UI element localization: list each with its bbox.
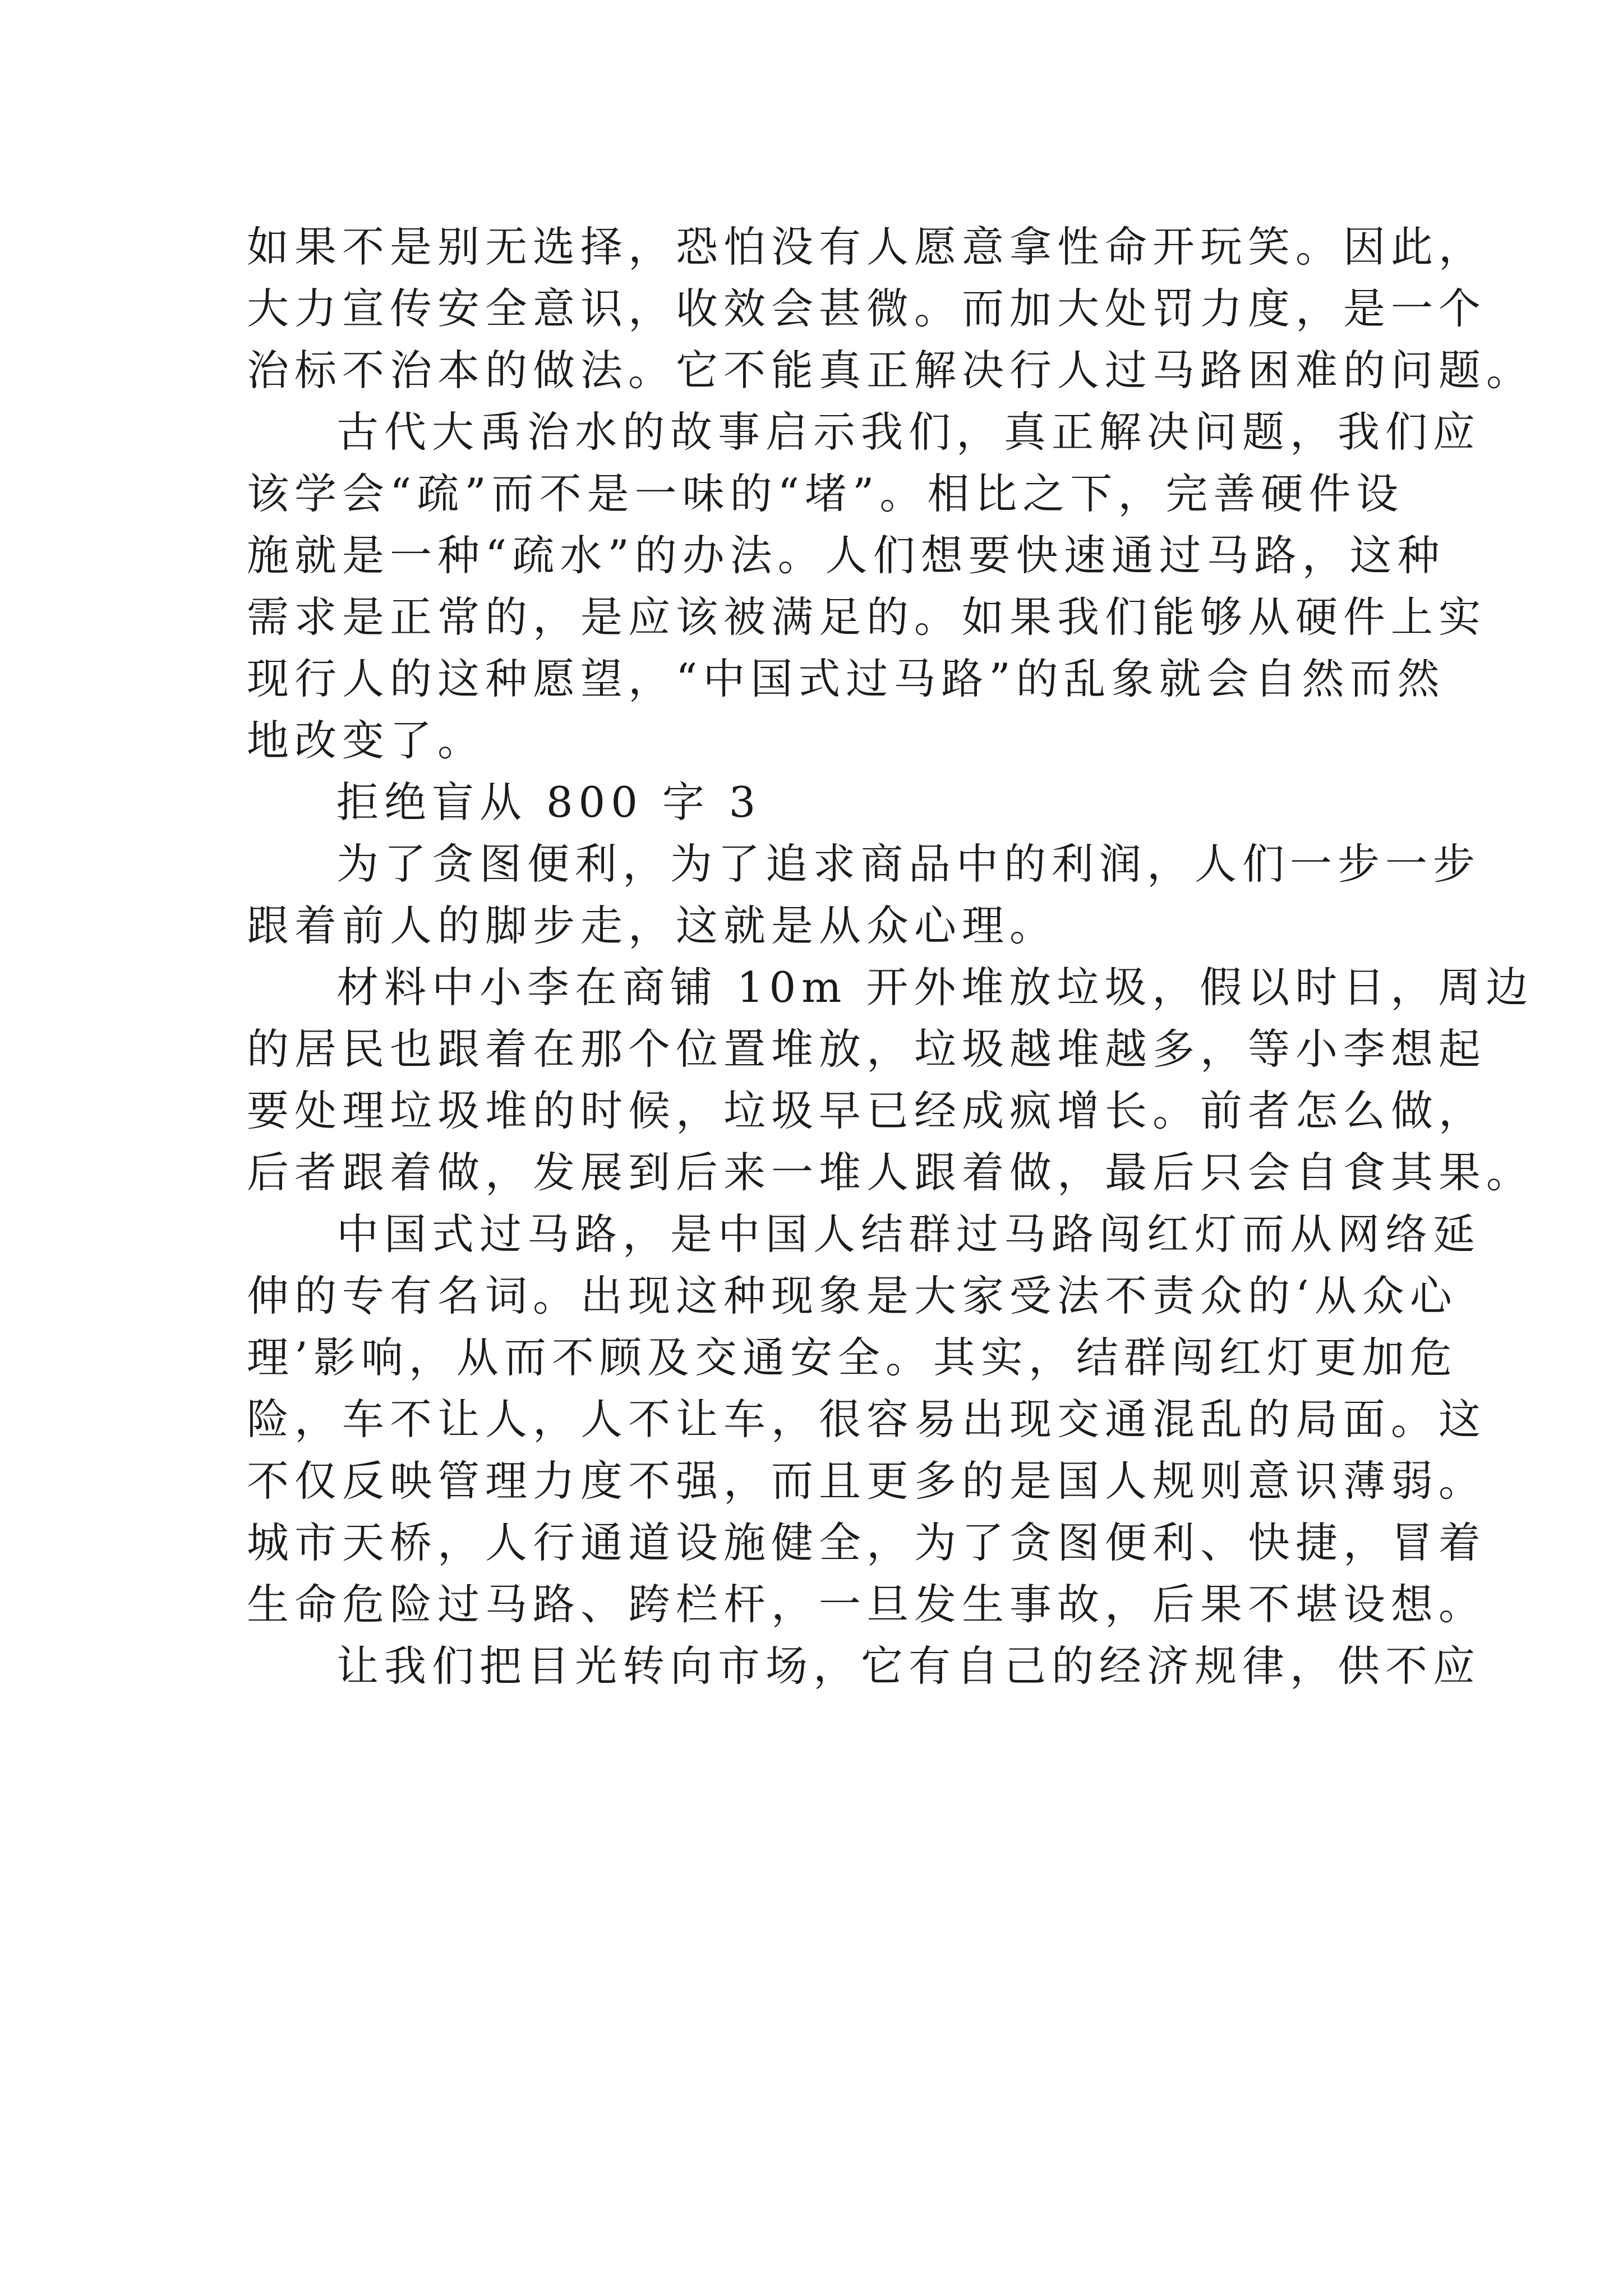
paragraph-start-line: 让我们把目光转向市场，它有自己的经济规律，供不应 (336, 1641, 1481, 1691)
text-line: 现行人的这种愿望，“中国式过马路”的乱象就会自然而然 (247, 654, 1445, 703)
section-heading: 拒绝盲从 800 字 3 (336, 777, 762, 827)
text-line: 需求是正常的，是应该被满足的。如果我们能够从硬件上实 (247, 592, 1487, 642)
text-line: 险，车不让人，人不让车，很容易出现交通混乱的局面。这 (247, 1395, 1487, 1444)
essay-text (247, 216, 1534, 1697)
text-line: 地改变了。 (247, 716, 486, 765)
paragraph-start-line: 古代大禹治水的故事启示我们，真正解决问题，我们应 (336, 407, 1481, 457)
text-line: 后者跟着做，发展到后来一堆人跟着做，最后只会自食其果。 (247, 1148, 1534, 1197)
text-line: 要处理垃圾堆的时候，垃圾早已经成疯增长。前者怎么做， (247, 1086, 1487, 1135)
paragraph-start-line: 为了贪图便利，为了追求商品中的利润，人们一步一步 (336, 839, 1481, 889)
text-line: 的居民也跟着在那个位置堆放，垃圾越堆越多，等小李想起 (247, 1024, 1487, 1074)
paragraph-start-line: 中国式过马路，是中国人结群过马路闯红灯而从网络延 (336, 1209, 1481, 1259)
text-line: 城市天桥，人行通道设施健全，为了贪图便利、快捷，冒着 (247, 1518, 1487, 1567)
text-line: 如果不是别无选择，恐怕没有人愿意拿性命开玩笑。因此， (247, 222, 1487, 272)
text-line: 该学会“疏”而不是一味的“堵”。相比之下，完善硬件设 (247, 469, 1404, 518)
text-line: 大力宣传安全意识，收效会甚微。而加大处罚力度，是一个 (247, 284, 1487, 333)
text-line: 跟着前人的脚步走，这就是从众心理。 (247, 901, 1058, 950)
text-line: 施就是一种“疏水”的办法。人们想要快速通过马路，这种 (247, 531, 1445, 580)
paragraph-start-line: 材料中小李在商铺 10m 开外堆放垃圾，假以时日，周边 (336, 963, 1534, 1012)
text-line: 不仅反映管理力度不强，而且更多的是国人规则意识薄弱。 (247, 1456, 1487, 1506)
text-line: 生命危险过马路、跨栏杆，一旦发生事故，后果不堪设想。 (247, 1580, 1487, 1629)
text-line: 治标不治本的做法。它不能真正解决行人过马路困难的问题。 (247, 346, 1534, 395)
text-line: 伸的专有名词。出现这种现象是大家受法不责众的‘从众心 (247, 1271, 1458, 1320)
text-line: 理’影响，从而不顾及交通安全。其实，结群闯红灯更加危 (247, 1333, 1458, 1382)
